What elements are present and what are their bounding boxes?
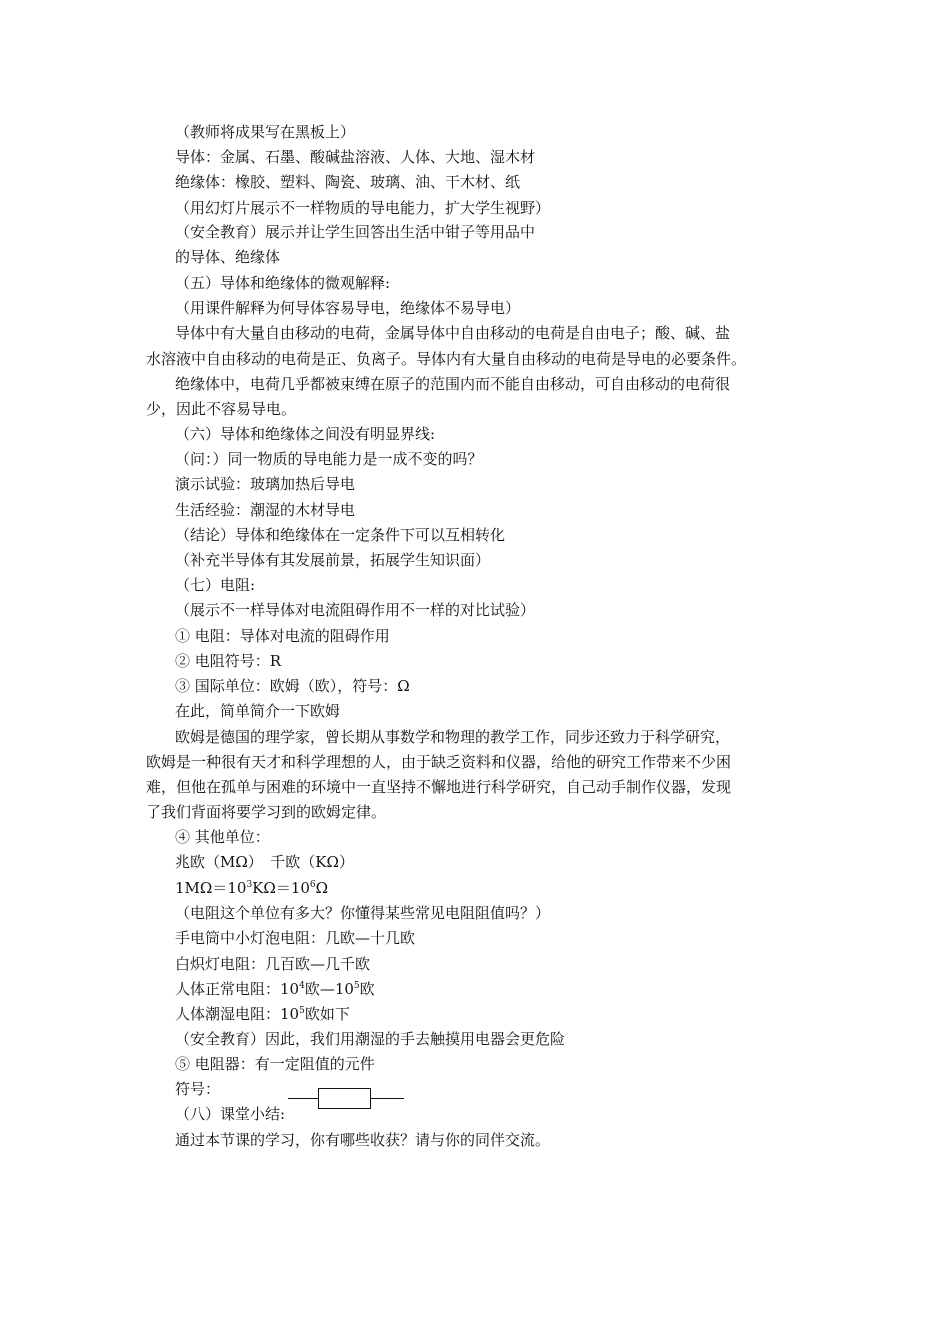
text-line: 绝缘体：橡胶、塑料、陶瓷、玻璃、油、干木材、纸 bbox=[175, 173, 521, 191]
text-line: 通过本节课的学习，你有哪些收获？请与你的同伴交流。 bbox=[175, 1131, 551, 1149]
paragraph-line: 欧姆是德国的理学家，曾长期从事数学和物理的教学工作，同步还致力于科学研究， bbox=[175, 728, 731, 746]
text-line: 兆欧（MΩ） 千欧（KΩ） bbox=[175, 853, 354, 871]
resistor-symbol-icon bbox=[288, 1085, 404, 1113]
paragraph-line: 导体中有大量自由移动的电荷，金属导体中自由移动的电荷是自由电子；酸、碱、盐 bbox=[175, 324, 731, 342]
text-line: 人体潮湿电阻：$10^5$欧如下 bbox=[175, 1005, 350, 1023]
paragraph-line: 了我们背面将要学习到的欧姆定律。 bbox=[146, 803, 387, 821]
text-line: （结论）导体和绝缘体在一定条件下可以互相转化 bbox=[175, 526, 506, 544]
text-line: （安全教育）因此，我们用潮湿的手去触摸用电器会更危险 bbox=[175, 1030, 566, 1048]
section-heading: （八）课堂小结: bbox=[175, 1105, 286, 1123]
list-item: ④ 其他单位： bbox=[175, 828, 270, 846]
list-item: ② 电阻符号：R bbox=[175, 652, 282, 670]
paragraph-line: 欧姆是一种很有天才和科学理想的人，由于缺乏资料和仪器，给他的研究工作带来不少困 bbox=[146, 753, 732, 771]
text-line: 导体：金属、石墨、酸碱盐溶液、人体、大地、湿木材 bbox=[175, 148, 536, 166]
text-line: （电阻这个单位有多大？你懂得某些常见电阻阻值吗？） bbox=[175, 904, 551, 922]
section-heading: （七）电阻: bbox=[175, 576, 256, 594]
text-line: 手电筒中小灯泡电阻：几欧—十几欧 bbox=[175, 929, 416, 947]
text-line: 白炽灯电阻：几百欧—几千欧 bbox=[175, 955, 371, 973]
list-item: ③ 国际单位：欧姆（欧），符号：Ω bbox=[175, 677, 410, 695]
text-line: 符号： bbox=[175, 1080, 221, 1098]
text-line: （用幻灯片展示不一样物质的导电能力，扩大学生视野） bbox=[175, 199, 551, 217]
text-line: （补充半导体有其发展前景，拓展学生知识面） bbox=[175, 551, 491, 569]
text-line: 生活经验：潮湿的木材导电 bbox=[175, 501, 356, 519]
text-line: 在此，简单简介一下欧姆 bbox=[175, 702, 341, 720]
section-heading: （五）导体和绝缘体的微观解释: bbox=[175, 274, 391, 292]
paragraph-line: 少，因此不容易导电。 bbox=[146, 400, 297, 418]
text-line: （教师将成果写在黑板上） bbox=[175, 123, 356, 141]
section-heading: （六）导体和绝缘体之间没有明显界线: bbox=[175, 425, 436, 443]
text-line: 的导体、绝缘体 bbox=[175, 248, 281, 266]
text-line: （展示不一样导体对电流阻碍作用不一样的对比试验） bbox=[175, 601, 536, 619]
list-item: ① 电阻：导体对电流的阻碍作用 bbox=[175, 627, 390, 645]
text-line: （用课件解释为何导体容易导电，绝缘体不易导电） bbox=[175, 299, 521, 317]
text-line: 演示试验：玻璃加热后导电 bbox=[175, 475, 356, 493]
formula-line: $1M\Omega=10^3K\Omega=10^6\Omega$ bbox=[175, 879, 329, 897]
paragraph-line: 水溶液中自由移动的电荷是正、负离子。导体内有大量自由移动的电荷是导电的必要条件。 bbox=[146, 350, 747, 368]
text-line: （安全教育）展示并让学生回答出生活中钳子等用品中 bbox=[175, 223, 536, 241]
text-line: 人体正常电阻：$10^4$欧$—10^5$欧 bbox=[175, 980, 375, 998]
paragraph-line: 绝缘体中，电荷几乎都被束缚在原子的范围内而不能自由移动，可自由移动的电荷很 bbox=[175, 375, 731, 393]
list-item: ⑤ 电阻器：有一定阻值的元件 bbox=[175, 1055, 375, 1073]
paragraph-line: 难，但他在孤单与困难的环境中一直坚持不懈地进行科学研究，自己动手制作仪器，发现 bbox=[146, 778, 732, 796]
text-line: （问：）同一物质的导电能力是一成不变的吗？ bbox=[175, 450, 483, 468]
